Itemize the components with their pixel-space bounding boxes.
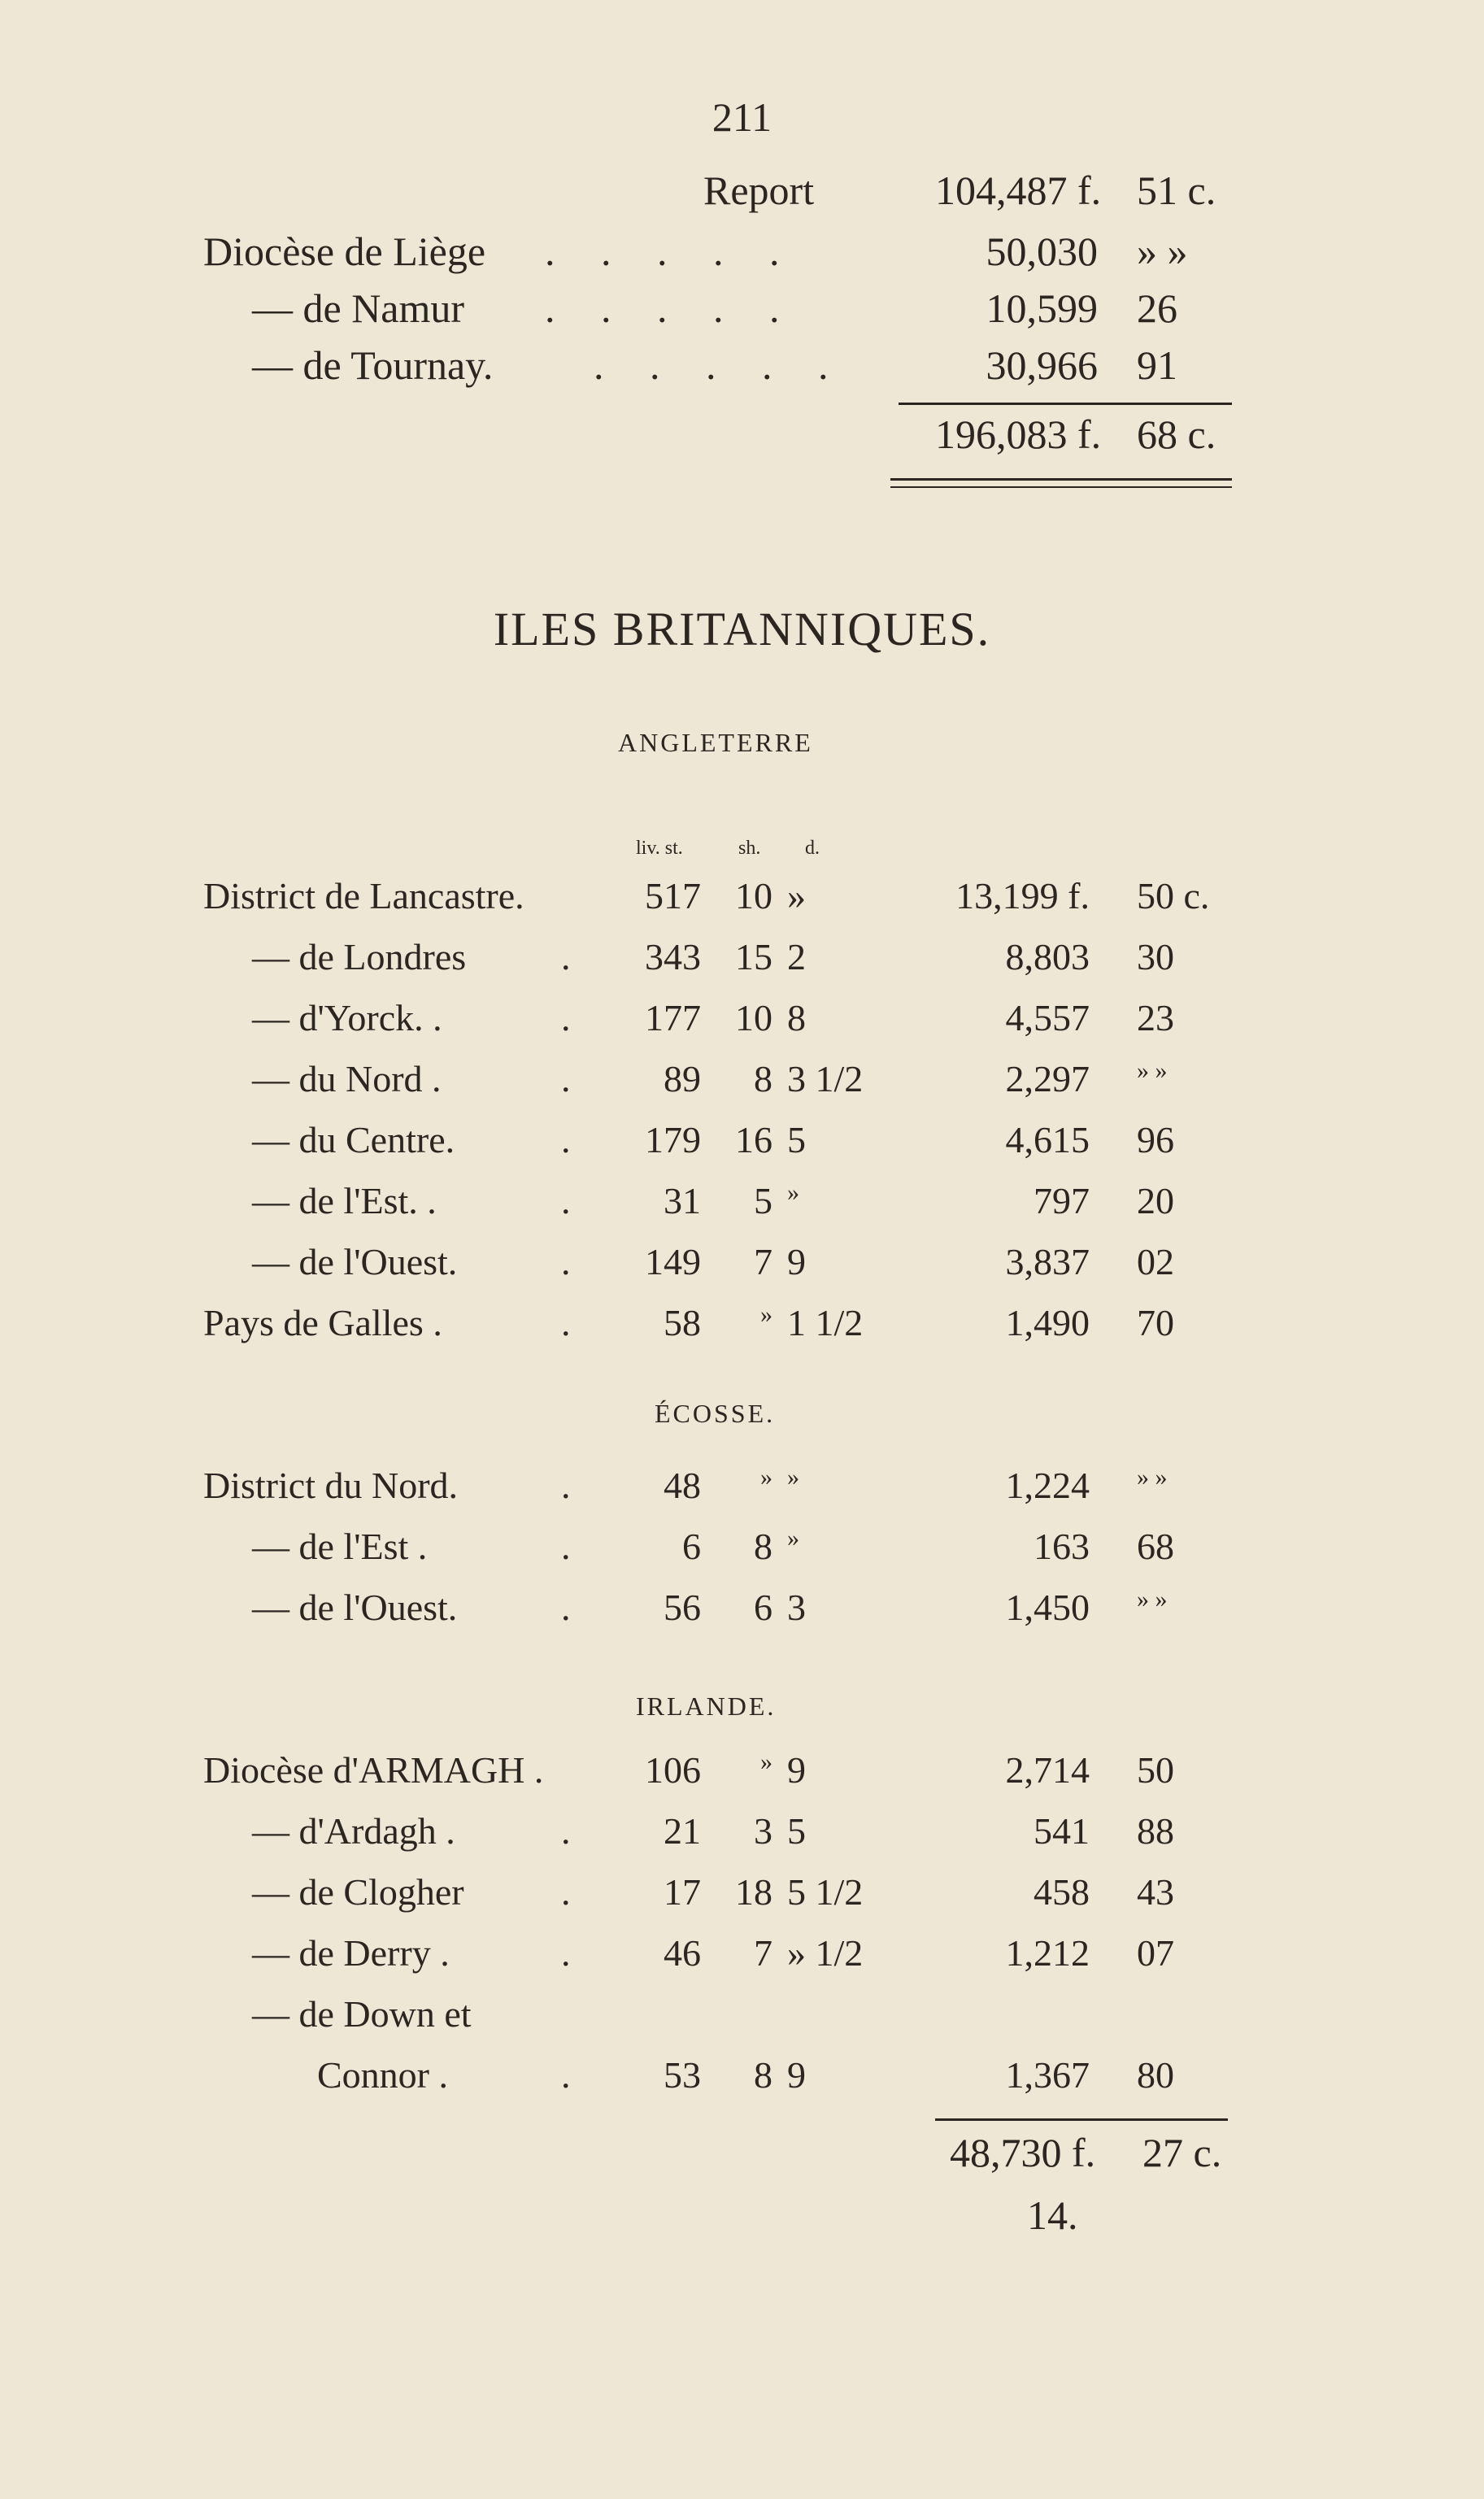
table-row xyxy=(0,1525,1484,1582)
row-sh: 18 xyxy=(735,1871,772,1913)
signature-mark: 14. xyxy=(1027,2192,1078,2238)
row-dot: . xyxy=(561,1180,571,1221)
table-row xyxy=(0,874,1484,931)
total-rule-3 xyxy=(935,2118,1228,2121)
row-cents: » » xyxy=(1137,1057,1168,1084)
row-francs: 1,490 xyxy=(1005,1302,1090,1343)
table-row xyxy=(0,1057,1484,1114)
row-label: — de Derry . xyxy=(252,1932,450,1974)
row-sh: 5 xyxy=(754,1180,772,1221)
row-label: — de l'Est. . xyxy=(252,1180,437,1221)
row-label: — du Nord . xyxy=(252,1058,442,1099)
row-cents: 80 xyxy=(1137,2054,1174,2096)
row-d: » xyxy=(787,1464,799,1491)
row-dot: . xyxy=(561,1526,571,1567)
table-row xyxy=(0,1748,1484,1805)
row-dot: . xyxy=(561,1587,571,1628)
row-d: 9 xyxy=(787,1241,806,1282)
total2-cents: 27 c. xyxy=(1142,2130,1222,2175)
row-liv: 343 xyxy=(645,936,701,977)
row-label: Connor . xyxy=(317,2054,448,2096)
table-row xyxy=(0,2053,1484,2110)
units-d: d. xyxy=(805,838,820,859)
table-row xyxy=(0,1586,1484,1643)
table-row xyxy=(0,996,1484,1053)
row-d: 8 xyxy=(787,997,806,1038)
row-francs: 1,224 xyxy=(1005,1465,1090,1506)
row-label: — du Centre. xyxy=(252,1119,455,1160)
diocese-namur-cents: 26 xyxy=(1137,285,1177,331)
row-francs: 8,803 xyxy=(1005,936,1090,977)
row-liv: 31 xyxy=(664,1180,701,1221)
row-cents: 50 xyxy=(1137,1749,1174,1791)
page-number: 211 xyxy=(712,94,772,140)
row-sh: 3 xyxy=(754,1810,772,1852)
row-d: 9 xyxy=(787,1749,806,1791)
row-sh: 8 xyxy=(754,1058,772,1099)
row-sh: 7 xyxy=(754,1932,772,1974)
row-cents: 30 xyxy=(1137,936,1174,977)
row-label: — de l'Ouest. xyxy=(252,1241,458,1282)
row-d: » xyxy=(787,1525,799,1552)
row-cents: 96 xyxy=(1137,1119,1174,1160)
row-label: Pays de Galles . xyxy=(203,1302,442,1343)
row-francs: 1,367 xyxy=(1005,2054,1090,2096)
row-cents: 23 xyxy=(1137,997,1174,1038)
row-dot: . xyxy=(561,1871,571,1913)
row-d: 5 xyxy=(787,1119,806,1160)
row-liv: 179 xyxy=(645,1119,701,1160)
row-liv: 21 xyxy=(664,1810,701,1852)
section-ireland-title: IRLANDE. xyxy=(636,1691,777,1721)
row-d: 5 xyxy=(787,1810,806,1852)
row-d: 1 1/2 xyxy=(787,1302,864,1343)
row-d: 3 1/2 xyxy=(787,1058,864,1099)
row-cents: 88 xyxy=(1137,1810,1174,1852)
row-cents: 02 xyxy=(1137,1241,1174,1282)
units-liv: liv. st. xyxy=(636,838,683,859)
row-label: — de l'Ouest. xyxy=(252,1587,458,1628)
row-liv: 6 xyxy=(682,1526,701,1567)
row-liv: 106 xyxy=(645,1749,701,1791)
section-scotland-title: ÉCOSSE. xyxy=(655,1399,776,1428)
row-d: » xyxy=(787,1179,799,1206)
row-dot: . xyxy=(561,1465,571,1506)
row-sh: 15 xyxy=(735,936,772,977)
row-dot: . xyxy=(561,936,571,977)
table-row xyxy=(0,1931,1484,1988)
row-liv: 17 xyxy=(664,1871,701,1913)
diocese-namur-francs: 10,599 xyxy=(986,285,1098,331)
row-liv: 517 xyxy=(645,875,701,916)
row-label: District de Lancastre. xyxy=(203,875,524,916)
row-liv: 56 xyxy=(664,1587,701,1628)
row-d: » xyxy=(787,875,806,916)
row-francs: 4,557 xyxy=(1005,997,1090,1038)
report-label: Report xyxy=(703,168,815,213)
row-cents: » » xyxy=(1137,1464,1168,1491)
row-cents: 43 xyxy=(1137,1871,1174,1913)
total2-francs: 48,730 f. xyxy=(950,2130,1096,2175)
total1-francs: 196,083 f. xyxy=(935,411,1102,457)
report-cents: 51 c. xyxy=(1137,168,1216,213)
table-row xyxy=(0,1992,1484,2049)
row-sh: 6 xyxy=(754,1587,772,1628)
row-sh: 7 xyxy=(754,1241,772,1282)
row-cents: 70 xyxy=(1137,1302,1174,1343)
table-row xyxy=(0,1301,1484,1358)
diocese-namur-dots: . . . . . xyxy=(545,285,798,331)
diocese-liege-dots: . . . . . xyxy=(545,229,798,274)
row-francs: 163 xyxy=(1034,1526,1090,1567)
row-dot: . xyxy=(561,1302,571,1343)
row-d: 9 xyxy=(787,2054,806,2096)
row-liv: 53 xyxy=(664,2054,701,2096)
diocese-tournay-label: — de Tournay. xyxy=(252,342,494,388)
row-sh: » xyxy=(760,1748,772,1775)
report-francs: 104,487 f. xyxy=(935,168,1102,213)
row-francs: 458 xyxy=(1034,1871,1090,1913)
table-row xyxy=(0,1179,1484,1236)
table-row xyxy=(0,1118,1484,1175)
row-liv: 46 xyxy=(664,1932,701,1974)
diocese-namur-label: — de Namur xyxy=(252,285,465,331)
row-liv: 149 xyxy=(645,1241,701,1282)
row-sh: 10 xyxy=(735,997,772,1038)
row-cents: » » xyxy=(1137,1586,1168,1613)
row-francs: 541 xyxy=(1034,1810,1090,1852)
row-label: — d'Ardagh . xyxy=(252,1810,455,1852)
diocese-tournay-francs: 30,966 xyxy=(986,342,1098,388)
row-francs: 2,297 xyxy=(1005,1058,1090,1099)
row-d: » 1/2 xyxy=(787,1932,864,1974)
row-dot: . xyxy=(561,997,571,1038)
diocese-liege-francs: 50,030 xyxy=(986,229,1098,274)
table-row xyxy=(0,1809,1484,1866)
row-liv: 177 xyxy=(645,997,701,1038)
row-francs: 797 xyxy=(1034,1180,1090,1221)
row-label: — de Clogher xyxy=(252,1871,464,1913)
row-cents: 68 xyxy=(1137,1526,1174,1567)
row-d: 2 xyxy=(787,936,806,977)
row-sh: » xyxy=(760,1301,772,1328)
row-liv: 48 xyxy=(664,1465,701,1506)
row-francs: 13,199 f. xyxy=(955,875,1090,916)
units-sh: sh. xyxy=(738,838,761,859)
total-rule-2 xyxy=(890,486,1232,488)
row-cents: 20 xyxy=(1137,1180,1174,1221)
row-sh: » xyxy=(760,1464,772,1491)
table-row xyxy=(0,1870,1484,1927)
row-dot: . xyxy=(561,1058,571,1099)
row-dot: . xyxy=(561,1241,571,1282)
row-francs: 4,615 xyxy=(1005,1119,1090,1160)
row-sh: 8 xyxy=(754,1526,772,1567)
row-francs: 3,837 xyxy=(1005,1241,1090,1282)
row-liv: 58 xyxy=(664,1302,701,1343)
row-label: — d'Yorck. . xyxy=(252,997,442,1038)
row-label: District du Nord. xyxy=(203,1465,459,1506)
row-label: Diocèse d'ARMAGH . xyxy=(203,1749,544,1791)
table-row xyxy=(0,1240,1484,1297)
row-d: 5 1/2 xyxy=(787,1871,864,1913)
table-row xyxy=(0,935,1484,992)
row-sh: 16 xyxy=(735,1119,772,1160)
row-dot: . xyxy=(561,2054,571,2096)
row-cents: 50 c. xyxy=(1137,875,1210,916)
table-row xyxy=(0,1464,1484,1521)
row-dot: . xyxy=(561,1810,571,1852)
row-d: 3 xyxy=(787,1587,806,1628)
diocese-liege-cents: » » xyxy=(1137,229,1188,274)
row-label: — de l'Est . xyxy=(252,1526,428,1567)
diocese-liege-label: Diocèse de Liège xyxy=(203,229,486,274)
row-francs: 1,212 xyxy=(1005,1932,1090,1974)
row-label: — de Londres xyxy=(252,936,467,977)
total-rule-1 xyxy=(890,478,1232,481)
row-dot: . xyxy=(561,1119,571,1160)
section-england-title: ANGLETERRE xyxy=(618,728,813,757)
row-sh: 10 xyxy=(735,875,772,916)
row-francs: 1,450 xyxy=(1005,1587,1090,1628)
diocese-tournay-dots: . . . . . xyxy=(594,342,846,388)
subtotal-rule xyxy=(899,403,1232,405)
row-label: — de Down et xyxy=(252,1993,472,2035)
row-dot: . xyxy=(561,1932,571,1974)
row-sh: 8 xyxy=(754,2054,772,2096)
section-heading: ILES BRITANNIQUES. xyxy=(493,603,991,655)
row-francs: 2,714 xyxy=(1005,1749,1090,1791)
total1-cents: 68 c. xyxy=(1137,411,1216,457)
diocese-tournay-cents: 91 xyxy=(1137,342,1177,388)
row-liv: 89 xyxy=(664,1058,701,1099)
row-cents: 07 xyxy=(1137,1932,1174,1974)
